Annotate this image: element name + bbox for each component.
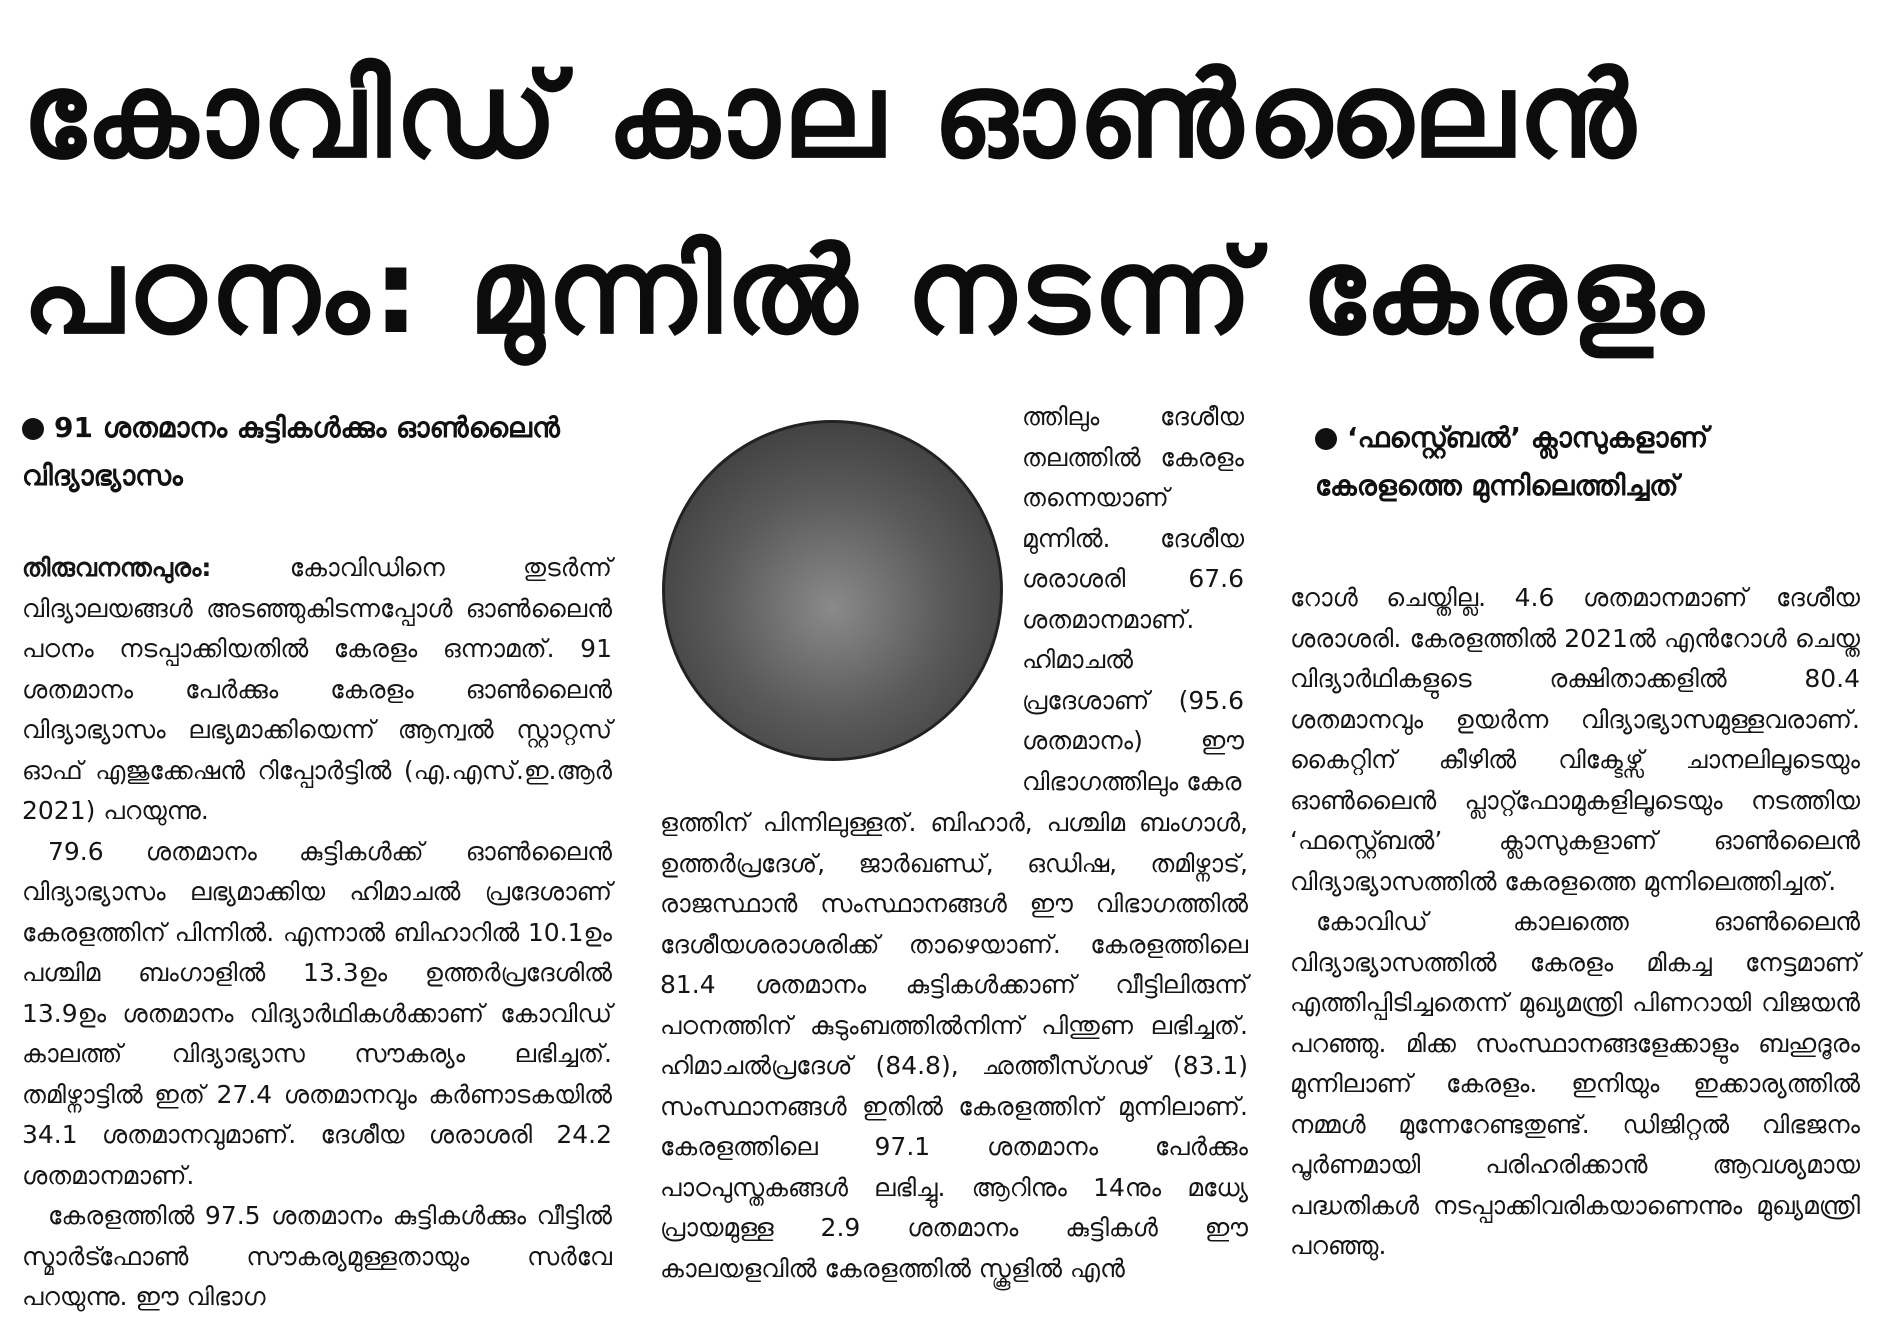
paragraph-text: കോവിഡിനെ തുടർന്ന് വിദ്യാലയങ്ങൾ അടഞ്ഞുകിടന്നപ്പോൾ ഓൺലൈൻ പഠനം നടപ്പാക്കിയതിൽ കേരളം ഒന്നാമത്. 91 ശതമാനം പേർക്കും കേരളം ഓൺലൈൻ വിദ്യാഭ്യാസം ലഭ്യമാക്കിയെന്ന് ആന്വൽ സ്റ്റാറ്റസ് ഓഫ് എജുക്കേഷൻ റിപ്പോർട്ടിൽ (എ.എസ്.ഇ.ആർ 2021) പറയുന്നു. — [22, 553, 612, 825]
article-column-3 — [1290, 578, 1860, 1267]
paragraph: റോൾ ചെയ്തില്ല. 4.6 ശതമാനമാണ് ദേശീയ ശരാശരി. കേരളത്തിൽ 2021ൽ എൻറോൾ ചെയ്ത വിദ്യാർഥികളുടെ രക്ഷിതാക്കളിൽ 80.4 ശതമാനവും ഉയർന്ന വിദ്യാഭ്യാസമുള്ളവരാണ്. കൈറ്റിന് കീഴിൽ വിക്ടേഴ്സ് ചാനലിലൂടെയും ഓൺലൈൻ പ്ലാറ്റ്ഫോമുകളിലൂടെയും നടത്തിയ ‘ഫസ്റ്റ്ബെൽ’ ക്ലാസുകളാണ് ഓൺലൈൻ വിദ്യാഭ്യാസത്തിൽ കേരളത്തെ മുന്നിലെത്തിച്ചത്. — [1290, 583, 1860, 896]
article-column-1 — [22, 548, 612, 1318]
bullet-icon — [22, 418, 44, 440]
headline-line-2: പഠനം: മുന്നിൽ നടന്ന് കേരളം — [22, 222, 1708, 360]
article-column-2-bottom — [660, 803, 1248, 1289]
paragraph — [22, 548, 612, 832]
paragraph: ത്തിലും ദേശീയ തലത്തിൽ കേരളം തന്നെയാണ് മുന്നിൽ. ദേശീയ ശരാശരി 67.6 ശതമാനമാണ്. ഹിമാചൽ പ്രദേശാണ് (95.6 ശതമാനം) ഈ വിഭാഗത്തിലും കേര — [1022, 402, 1244, 796]
paragraph: ളത്തിന് പിന്നിലുള്ളത്. ബിഹാർ, പശ്ചിമ ബംഗാൾ, ഉത്തർപ്രദേശ്, ജാർഖണ്ഡ്, ഒഡിഷ, തമിഴ്നാട്, രാജസ്ഥാൻ സംസ്ഥാനങ്ങൾ ഈ വിഭാഗത്തിൽ ദേശീയശരാശരിക്ക് താഴെയാണ്. കേരളത്തിലെ 81.4 ശതമാനം കുട്ടികൾക്കാണ് വീട്ടിലിരുന്ന് പഠനത്തിന് കുടുംബത്തിൽനിന്ന് പിന്തുണ ലഭിച്ചത്. ഹിമാചൽപ്രദേശ് (84.8), ഛത്തീസ്ഗഢ് (83.1) സംസ്ഥാനങ്ങൾ ഇതിൽ കേരളത്തിന് മുന്നിലാണ്. കേരളത്തിലെ 97.1 ശതമാനം പേർക്കും പാഠപുസ്തകങ്ങൾ ലഭിച്ചു. ആറിനും 14നും മധ്യേ പ്രായമുള്ള 2.9 ശതമാനം കുട്ടികൾ ഈ കാലയളവിൽ കേരളത്തിൽ സ്കൂളിൽ എൻ — [660, 808, 1248, 1283]
reporter-photo — [662, 420, 1003, 761]
paragraph: കോവിഡ് കാലത്തെ ഓൺലൈൻ വിദ്യാഭ്യാസത്തിൽ കേരളം മികച്ച നേട്ടമാണ് എത്തിപ്പിടിച്ചതെന്ന് മുഖ്യമന്ത്രി പിണറായി വിജയൻ പറഞ്ഞു. മിക്ക സംസ്ഥാനങ്ങളേക്കാളും ബഹുദൂരം മുന്നിലാണ് കേരളം. ഇനിയും ഇക്കാര്യത്തിൽ നമ്മൾ മുന്നേറേണ്ടതുണ്ട്. ഡിജിറ്റൽ വിഭജനം പൂർണമായി പരിഹരിക്കാൻ ആവശ്യമായ പദ്ധതികൾ നടപ്പാക്കിവരികയാണെന്നും മുഖ്യമന്ത്രി പറഞ്ഞു. — [1290, 907, 1860, 1260]
highlight-left-text: 91 ശതമാനം കുട്ടികൾക്കും ഓൺലൈൻ വിദ്യാഭ്യാസം — [22, 411, 560, 492]
article-column-2-top — [1022, 397, 1244, 802]
paragraph: 79.6 ശതമാനം കുട്ടികൾക്ക് ഓൺലൈൻ വിദ്യാഭ്യാസം ലഭ്യമാക്കിയ ഹിമാചൽ പ്രദേശാണ് കേരളത്തിന് പിന്നിൽ. എന്നാൽ ബിഹാറിൽ 10.1ഉം പശ്ചിമ ബംഗാളിൽ 13.3ഉം ഉത്തർപ്രദേശിൽ 13.9ഉം ശതമാനം വിദ്യാർഥികൾക്കാണ് കോവിഡ് കാലത്ത് വിദ്യാഭ്യാസ സൗകര്യം ലഭിച്ചത്. തമിഴ്നാട്ടിൽ ഇത് 27.4 ശതമാനവും കർണാടകയിൽ 34.1 ശതമാനവുമാണ്. ദേശീയ ശരാശരി 24.2 ശതമാനമാണ്. — [22, 836, 612, 1190]
headline-line-1: കോവിഡ് കാല ഓൺലൈൻ — [22, 46, 1639, 184]
paragraph: കേരളത്തിൽ 97.5 ശതമാനം കുട്ടികൾക്കും വീട്ടിൽ സ്മാർട്ഫോൺ സൗകര്യമുള്ളതായും സർവേ പറയുന്നു. ഈ വിഭാഗ — [22, 1201, 612, 1311]
highlight-right — [1315, 414, 1855, 510]
highlight-right-text: ‘ഫസ്റ്റ്ബെൽ’ ക്ലാസുകളാണ് കേരളത്തെ മുന്നിലെത്തിച്ചത് — [1315, 421, 1709, 502]
highlight-left — [22, 404, 602, 500]
bullet-icon — [1315, 428, 1337, 450]
dateline: തിരുവനന്തപുരം: — [22, 553, 212, 582]
